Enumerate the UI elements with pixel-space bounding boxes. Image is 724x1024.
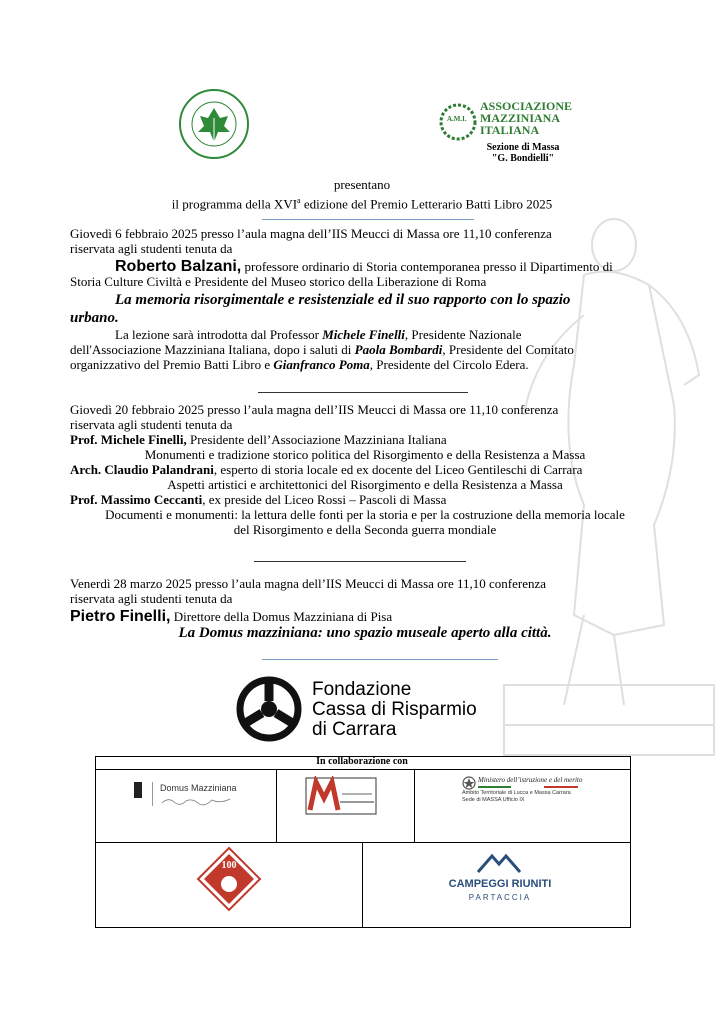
centenary-badge (196, 846, 262, 912)
ami-mark: A.M.I. (447, 115, 467, 123)
ministry-name: Ministero dell’istruzione e del merito (478, 776, 583, 784)
domus-logo-icon (134, 782, 142, 798)
campeggi-location: PARTACCIA (468, 893, 532, 902)
divider-1 (262, 219, 474, 220)
campeggi-name: CAMPEGGI RIUNITI (448, 878, 552, 890)
domus-signature (160, 796, 240, 806)
event2-speaker1: Prof. Michele Finelli, (70, 432, 187, 447)
event2-speaker3: Prof. Massimo Ceccanti (70, 492, 203, 507)
domus-separator (152, 782, 153, 806)
event3: Venerdì 28 marzo 2025 presso l’aula magna dell’IIS Meucci di Massa ore 11,10 conferenza riservata agli studenti tenuta da Pietro Finelli, Direttore della Domus Mazziniana di Pisa La Domus mazziniana: uno spazio museale aperto alla città. (70, 576, 660, 642)
collab-header: In collaborazione con (316, 756, 408, 767)
badge-number: 100 (221, 860, 237, 871)
event3-date: Venerdì 28 marzo 2025 presso l’aula magna dell’IIS Meucci di Massa ore 11,10 conferenza (70, 576, 547, 591)
ami-section-name: "G. Bondielli" (491, 153, 555, 164)
event1-subtitle: riservata agli studenti tenuta da (70, 241, 233, 256)
ministry-office: Ambito Territoriale di Lucca e Massa Carrara Sede di MASSA Ufficio IX (462, 790, 571, 803)
collab-cell-domus (95, 769, 277, 843)
event2: Giovedì 20 febbraio 2025 presso l’aula magna dell’IIS Meucci di Massa ore 11,10 conferenza riservata agli studenti tenuta da Prof. Michele Finelli, Presidente dell’Associazione Mazziniana Italiana Monumenti e tradizione storico politica del Risorgimento e della Resistenza a Massa Arch. Claudio Palandrani, esperto di storia locale ed ex docente del Liceo Gentileschi di Carrara Aspetti artistici e architettonici del Risorgimento e della Resistenza a Massa Prof. Massimo Ceccanti, ex preside del Liceo Rossi – Pascoli di Massa Documenti e monumenti: la lettura delle fonti per la storia e per la costruzione della memoria locale del Risorgimento e della Seconda guerra mondiale (70, 402, 660, 537)
event3-speaker: Pietro Finelli, (70, 608, 171, 625)
program-text: il programma della XVI$^a$ edizione del Premio Letterario Batti Libro 2025 (171, 196, 553, 212)
event2-date: Giovedì 20 febbraio 2025 presso l’aula magna dell’IIS Meucci di Massa ore 11,10 conferenza (70, 402, 559, 417)
mountain-icon (476, 852, 522, 874)
event1-title: La memoria risorgimentale e resistenziale ed il suo rapporto con lo spazio (115, 292, 571, 308)
divider-4 (262, 659, 498, 660)
meucci-logo (304, 776, 378, 816)
domus-name: Domus Mazziniana (160, 783, 237, 793)
ami-line1: ASSOCIAZIONE (480, 99, 573, 113)
circolo-edera-logo (178, 88, 250, 160)
event1-speaker: Roberto Balzani, (115, 258, 242, 275)
event3-title: La Domus mazziniana: uno spazio museale aperto alla città. (178, 625, 552, 641)
divider-2 (258, 392, 468, 393)
tricolor-bar (478, 786, 578, 788)
fondazione-wheel-icon (236, 676, 302, 742)
ami-line2: MAZZINIANA (480, 111, 561, 125)
ami-logo (438, 100, 578, 170)
presentano-text: presentano (333, 177, 391, 192)
ami-line3: ITALIANA (480, 123, 540, 137)
event2-speaker2: Arch. Claudio Palandrani (70, 462, 214, 477)
divider-3 (254, 561, 466, 562)
event1-date: Giovedì 6 febbraio 2025 presso l’aula magna dell’IIS Meucci di Massa ore 11,10 conferenza (70, 226, 552, 241)
event1: Giovedì 6 febbraio 2025 presso l’aula magna dell’IIS Meucci di Massa ore 11,10 conferenza riservata agli studenti tenuta da Roberto Balzani, professore ordinario di Storia contemporanea presso il Dipartimento di Storia Culture Civiltà e Presidente del Museo storico della Liberazione di Roma La memoria risorgimentale e resistenziale ed il suo rapporto con lo spazio urbano. La lezione sarà introdotta dal Professor Michele Finelli, Presidente Nazionale dell'Associazione Mazziniana Italiana, dopo i saluti di Paola Bombardi, Presidente del Comitato organizzativo del Premio Batti Libro e Gianfranco Poma, Presidente del Circolo Edera. (70, 226, 660, 372)
republic-emblem-icon (462, 776, 476, 790)
ami-section: Sezione di Massa (486, 142, 560, 153)
sponsor-name: Fondazione Cassa di Risparmio di Carrara (312, 679, 477, 740)
